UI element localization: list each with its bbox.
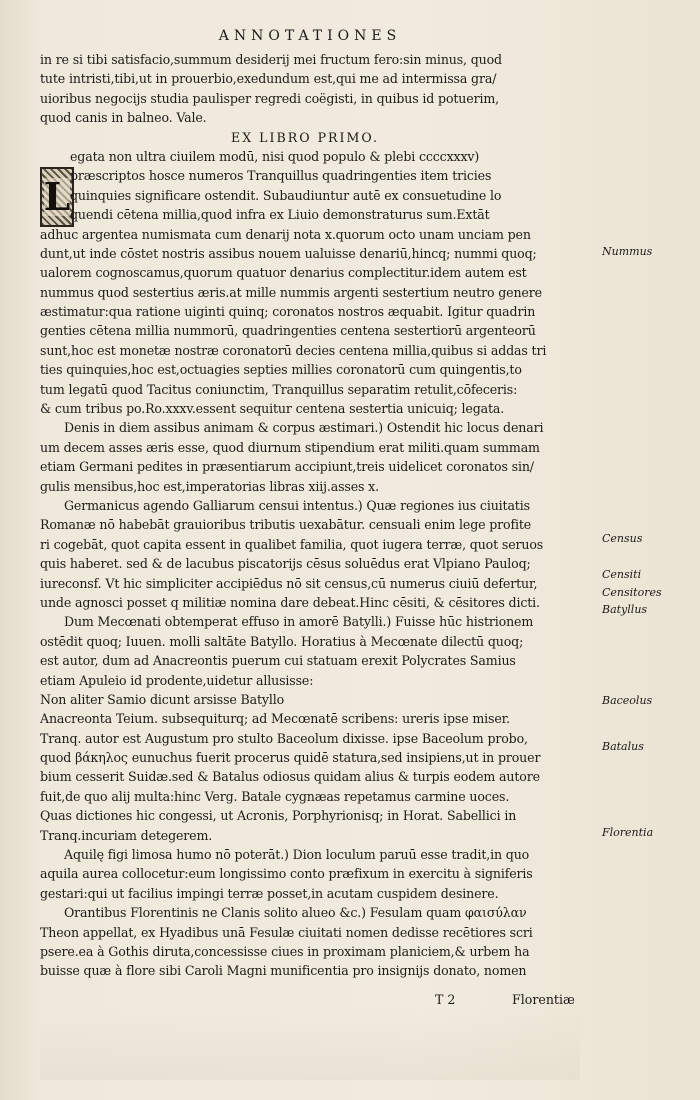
text-line: ri cogebāt, quot capita essent in qualibet familia, quot iugera terræ, quot seruos [40, 536, 544, 552]
text-line: aquila aurea collocetur:eum longissimo conto præfixum in exercitu à signiferis [40, 866, 533, 882]
margin-note-baceolus: Baceolus [602, 694, 653, 707]
catchword: Florentiæ [512, 992, 575, 1007]
text-line: etiam Germani pedites in præsentiarum accipiunt,treis uidelicet coronatos sin/ [40, 459, 534, 475]
text-line: nummus quod sestertius æris.at mille nummis argenti sestertium neutro genere [40, 284, 542, 300]
signature-mark: T 2 [435, 992, 456, 1007]
text-line: ties quinquies,hoc est,octuagies septies millies coronatorū cum quingentis,to [40, 362, 522, 378]
text-line: psere.ea à Gothis diruta,concessisse ciues in proximam planiciem,& urbem ha [40, 943, 530, 959]
margin-note-nummus: Nummus [602, 245, 653, 258]
margin-note-census: Census [602, 532, 643, 545]
text-line: præscriptos hosce numeros Tranquillus quadringenties item tricies [70, 168, 492, 184]
text-line: Orantibus Florentinis ne Clanis solito alueo &c.) Fesulam quam φαισύλαν [64, 905, 527, 921]
text-line: sunt,hoc est monetæ nostræ coronatorū decies centena millia,quibus si addas tri [40, 342, 547, 358]
text-line: æstimatur:qua ratione uiginti quinq; coronatos nostros æquabit. Igitur quadrin [40, 304, 536, 320]
text-line: quinquies significare ostendit. Subaudiuntur autē ex consuetudine lo [70, 187, 502, 203]
text-line: quod canis in balneo. Vale. [40, 110, 207, 126]
text-line: Germanicus agendo Galliarum censui intentus.) Quæ regiones ius ciuitatis [64, 497, 530, 513]
text-line: Tranq. autor est Augustum pro stulto Baceolum dixisse. ipse Baceolum probo, [40, 730, 528, 746]
text-line: fuit,de quo alij multa:hinc Verg. Batale cygnæas repetamus carmine uoces. [40, 788, 510, 804]
text-line: Aquilę figi limosa humo nō poterāt.) Dion loculum paruū esse tradit,in quo [64, 847, 530, 863]
text-line: Theon appellat, ex Hyadibus unā Fesulæ ciuitati nomen dedisse recētiores scri [40, 924, 533, 940]
text-line: quendi cētena millia,quod infra ex Liuio demonstraturus sum.Extāt [70, 207, 490, 223]
text-line: & cum tribus po.Ro.xxxv.essent sequitur centena sestertia unicuiq; legata. [40, 401, 505, 417]
text-line: est autor, dum ad Anacreontis puerum cui statuam erexit Polycrates Samius [40, 653, 516, 669]
margin-note-censiti: Censiti [602, 568, 642, 581]
text-line: gestari:qui ut facilius impingi terræ posset,in acutam cuspidem desinere. [40, 885, 499, 901]
section-heading: EX LIBRO PRIMO. [231, 129, 379, 145]
text-line: dunt,ut inde cōstet nostris assibus nouem ualuisse denariū,hincq; nummi quoq; [40, 245, 537, 261]
text-line: iureconsf. Vt hic simpliciter accipiēdus nō sit census,cū numerus ciuiū defertur, [40, 575, 538, 591]
text-line: Dum Mecœnati obtemperat effuso in amorē Batylli.) Fuisse hūc histrionem [64, 614, 534, 630]
margin-note-batalus: Batalus [602, 740, 644, 753]
text-line: Denis in diem assibus animam & corpus æstimari.) Ostendit hic locus denari [64, 420, 544, 436]
text-line: adhuc argentea numismata cum denarij nota x.quorum octo unam unciam pen [40, 226, 531, 242]
text-line: quod βάκηλος eunuchus fuerit procerus quidē statura,sed insipiens,ut in prouer [40, 750, 541, 766]
text-line: genties cētena millia nummorū, quadringenties centena sestertiorū argenteorū [40, 323, 536, 339]
text-line: um decem asses æris esse, quod diurnum stipendium erat militi.quam summam [40, 439, 540, 455]
text-line: unde agnosci posset q militiæ nomina dare debeat.Hinc cēsiti, & cēsitores dicti. [40, 594, 540, 610]
text-line: in re si tibi satisfacio,summum desiderij mei fructum fero:sin minus, quod [40, 52, 502, 67]
bleed-through-area [40, 1010, 580, 1080]
text-line: ostēdit quoq; Iuuen. molli saltāte Batyllo. Horatius à Mecœnate dilectū quoq; [40, 633, 524, 649]
running-head: ANNOTATIONES [218, 28, 402, 44]
text-line: bium cesserit Suidæ.sed & Batalus odiosus quidam alius & turpis eodem autore [40, 769, 540, 785]
text-line: Anacreonta Teium. subsequiturq; ad Mecœnatē scribens: ureris ipse miser. [40, 711, 511, 727]
text-line: Romanæ nō habebāt grauioribus tributis uexabātur. censuali enim lege profite [40, 517, 532, 533]
margin-note-batyllus: Batyllus [602, 603, 648, 616]
margin-note-florentia: Florentia [602, 826, 654, 839]
drop-cap-letter: L [43, 174, 71, 219]
text-line: tum legatū quod Tacitus coniunctim, Tranquillus separatim retulit,cōfeceris: [40, 381, 518, 397]
body-text [40, 50, 570, 981]
text-line: egata non ultra ciuilem modū, nisi quod populo & plebi ccccxxxv) [70, 148, 480, 164]
verse-line: Non aliter Samio dicunt arsisse Batyllo [40, 691, 285, 707]
text-line: ualorem cognoscamus,quorum quatuor denarius complectitur.idem autem est [40, 265, 527, 281]
text-line: gulis mensibus,hoc est,imperatorias libras xiij.asses x. [40, 478, 379, 494]
text-line: Tranq.incuriam detegerem. [40, 827, 213, 843]
text-line: tute intristi,tibi,ut in prouerbio,exedundum est,qui me ad intermissa gra/ [40, 71, 497, 87]
margin-note-censitores: Censitores [602, 586, 662, 599]
text-line: uioribus negocijs studia paulisper regredi coëgisti, in quibus id potuerim, [40, 90, 499, 106]
text-line: Quas dictiones hic congessi, ut Acronis, Porphyrionisq; in Horat. Sabellici in [40, 808, 517, 824]
text-line: quis haberet. sed & de lacubus piscatorijs cēsus soluēdus erat Vlpiano Pauloq; [40, 556, 531, 572]
text-line: buisse quæ à flore sibi Caroli Magni munificentia pro insignijs donato, nomen [40, 963, 527, 979]
text-line: etiam Apuleio id prodente,uidetur allusisse: [40, 672, 314, 688]
